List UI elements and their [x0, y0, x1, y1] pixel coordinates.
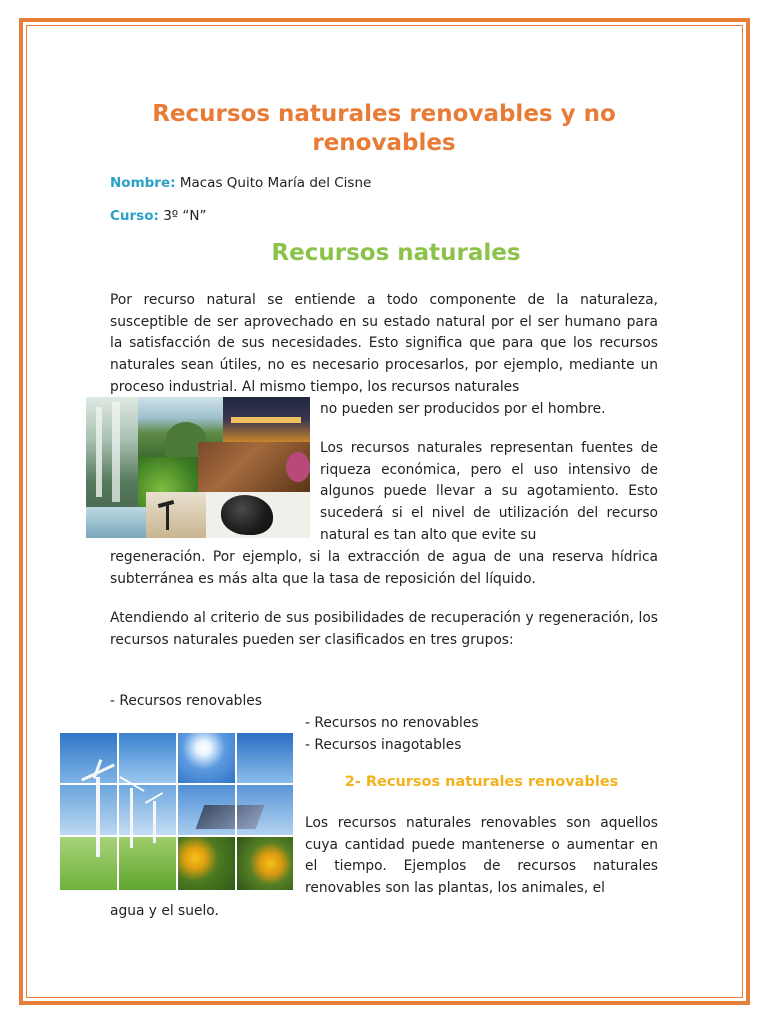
curso-field — [110, 208, 207, 224]
subheading-renewables: 2- Recursos naturales renovables — [344, 774, 619, 790]
nombre-field — [110, 175, 371, 191]
paragraph-4-wrapped: Los recursos naturales renovables son aquellos cuya cantidad puede mantenerse o aumentar en el tiempo. Ejemplos de recursos naturales renovables son las plantas, los animales, el — [305, 815, 658, 897]
curso-label: Curso: — [110, 208, 159, 224]
paragraph-1: Por recurso natural se entiende a todo componente de la naturaleza, susceptible de ser aprovechado en su estado natural por el ser humano para la satisfacción de sus necesidades. Esto significa que para que los recursos naturales sean útiles, no es necesario procesarlos, por ejemplo, mediante un proceso industrial. Al mismo tiempo, los recursos naturales — [110, 292, 658, 395]
document-title: Recursos naturales renovables y no renovables — [152, 101, 616, 156]
renewable-energy-collage-icon — [60, 733, 293, 890]
paragraph-3: Atendiendo al criterio de sus posibilidades de recuperación y regeneración, los recursos naturales pueden ser clasificados en tres grupos: — [110, 610, 658, 648]
paragraph-2-full: regeneración. Por ejemplo, si la extracción de agua de una reserva hídrica subterránea es más alta que la tasa de reposición del líquido. — [110, 549, 658, 587]
paragraph-2-wrapped: Los recursos naturales representan fuentes de riqueza económica, pero el uso intensivo de algunos puede llevar a su agotamiento. Esto sucederá si el nivel de utilización del recurso natural es tan alto que evite su — [320, 440, 658, 543]
nombre-label: Nombre: — [110, 175, 176, 191]
list-item-inagotables: - Recursos inagotables — [305, 737, 462, 753]
curso-value: 3º “N” — [163, 208, 207, 224]
paragraph-1-end: no pueden ser producidos por el hombre. — [320, 401, 606, 417]
list-item-renovables: - Recursos renovables — [110, 693, 262, 709]
nombre-value: Macas Quito María del Cisne — [179, 175, 372, 191]
section-heading: Recursos naturales — [271, 240, 521, 266]
natural-resources-collage-icon — [86, 397, 310, 538]
paragraph-4-end: agua y el suelo. — [110, 903, 219, 919]
list-item-no-renovables: - Recursos no renovables — [305, 715, 479, 731]
